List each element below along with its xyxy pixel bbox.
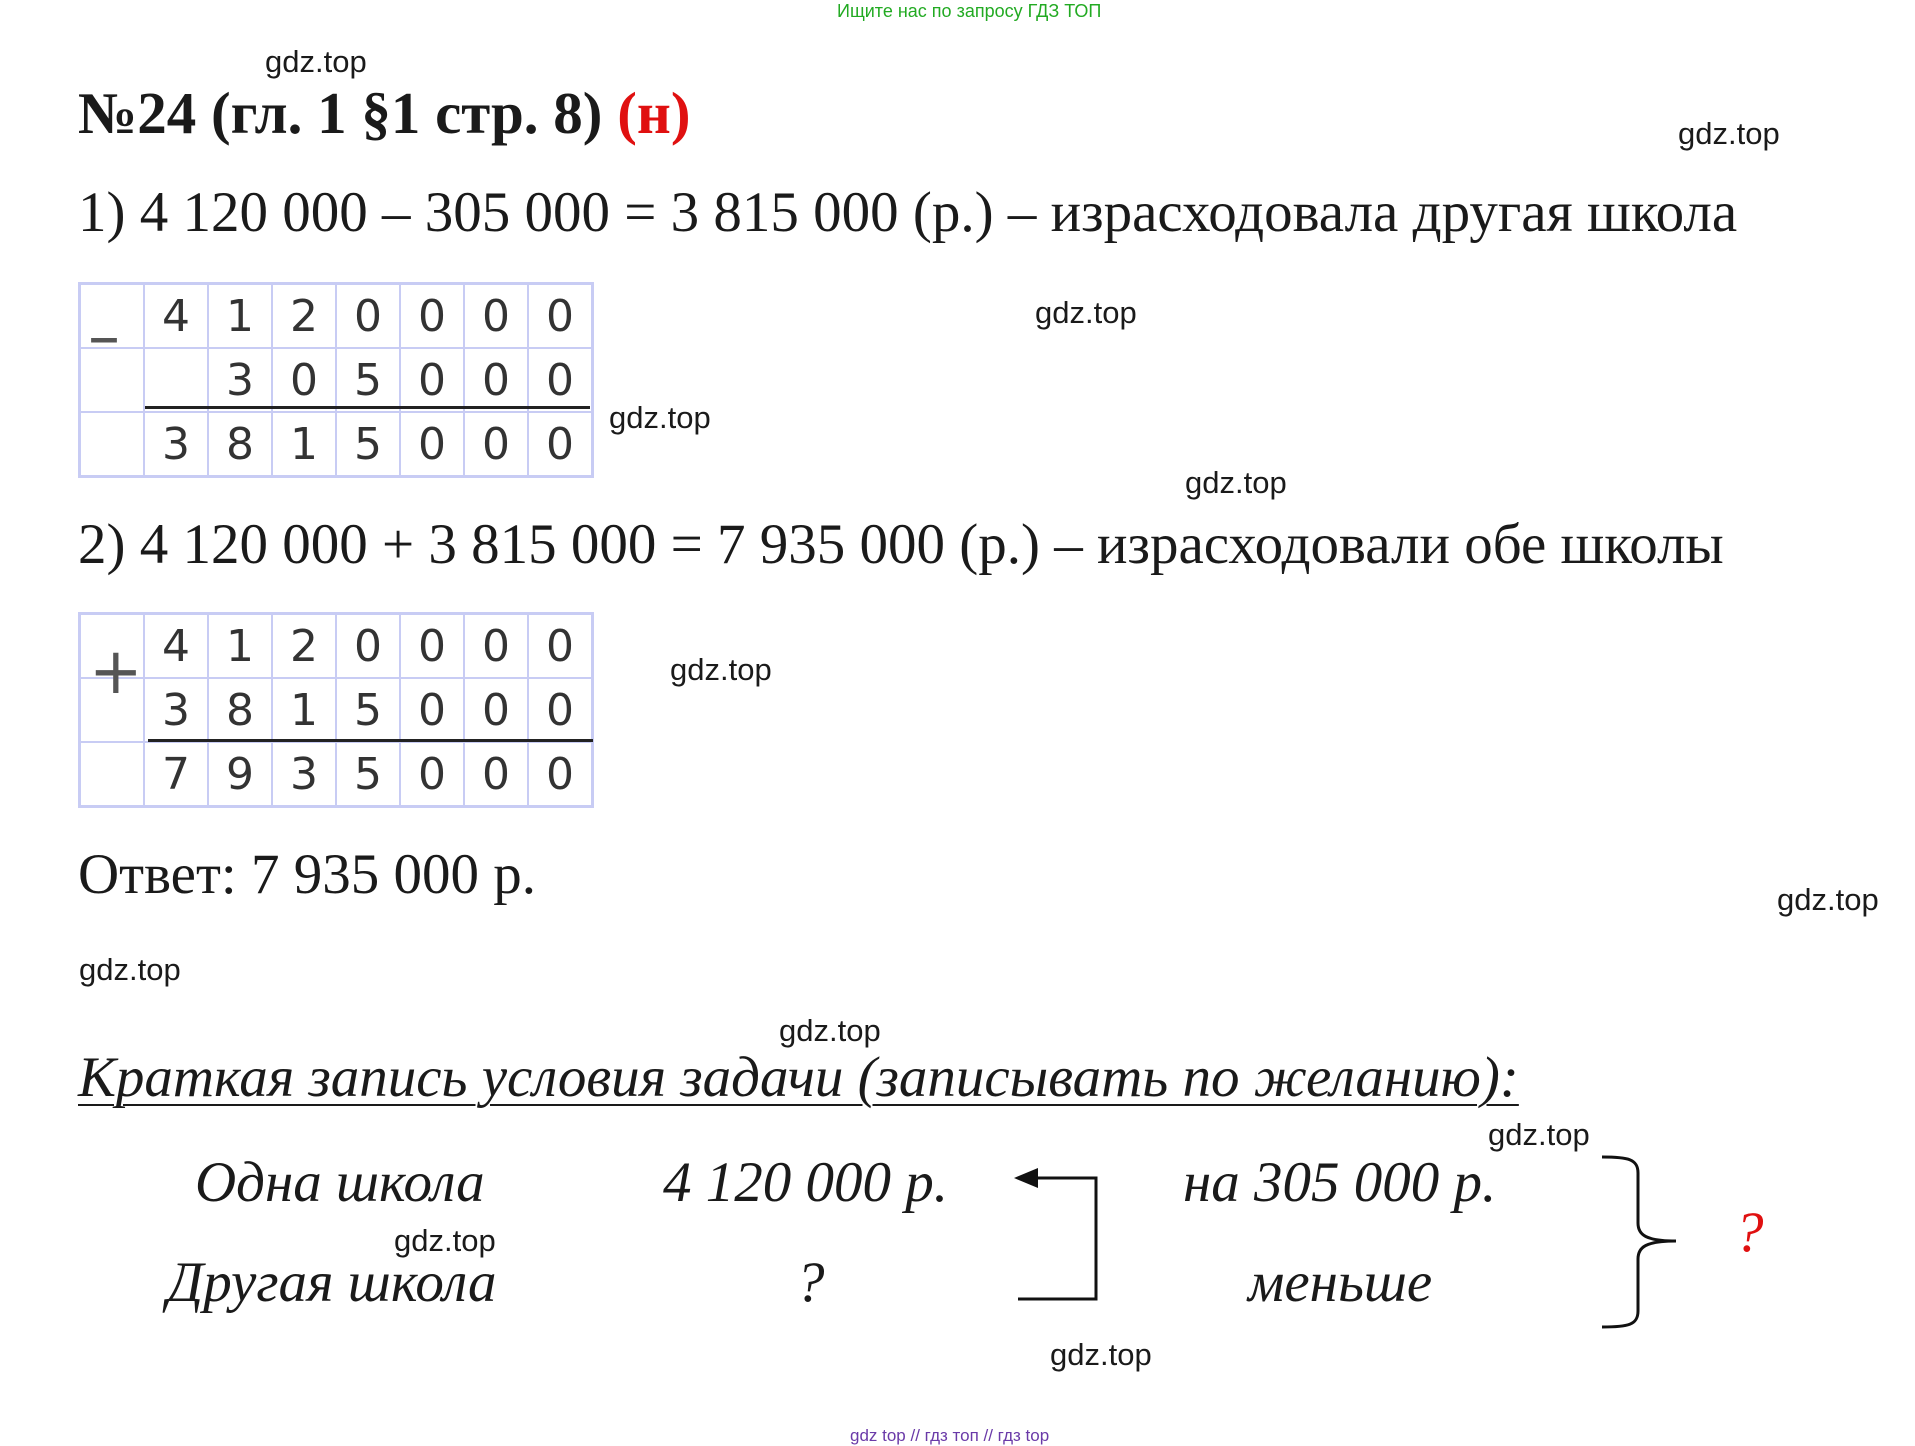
- digit-cell: 0: [336, 614, 400, 679]
- watermark: gdz.top: [1777, 882, 1879, 917]
- watermark: gdz.top: [779, 1013, 881, 1048]
- digit-cell: 8: [208, 678, 272, 742]
- digit-cell: 0: [400, 742, 464, 807]
- difference-direction: меньше: [1248, 1251, 1433, 1314]
- digit-cell: 0: [336, 284, 400, 349]
- digit-cell: 2: [272, 614, 336, 679]
- digit-cell: 3: [208, 348, 272, 412]
- watermark: gdz.top: [265, 44, 367, 79]
- watermark: gdz.top: [79, 952, 181, 987]
- addition-grid: [78, 612, 594, 808]
- digit-cell: 8: [208, 412, 272, 477]
- result-line: [145, 406, 590, 409]
- digit-cell: 0: [528, 412, 593, 477]
- digit-cell: 0: [464, 742, 528, 807]
- minus-sign: –: [88, 300, 120, 374]
- school-2-label: Другая школа: [167, 1251, 497, 1314]
- result-line: [148, 739, 593, 742]
- step-1-text: 1) 4 120 000 – 305 000 = 3 815 000 (р.) – израсходовала другая школа: [78, 181, 1738, 244]
- digit-cell: 9: [208, 742, 272, 807]
- digit-cell: 5: [336, 412, 400, 477]
- digit-cell: 4: [144, 284, 208, 349]
- digit-cell: 0: [464, 348, 528, 412]
- total-brace-icon: [1598, 1153, 1688, 1333]
- digit-cell: 5: [336, 742, 400, 807]
- watermark: gdz.top: [609, 400, 711, 435]
- problem-number: №24 (гл. 1 §1 стр. 8): [78, 80, 603, 146]
- operator-cell: [80, 742, 145, 807]
- footer-links[interactable]: gdz top // гдз топ // гдз top: [850, 1426, 1050, 1445]
- digit-cell: 0: [400, 348, 464, 412]
- school-1-amount: 4 120 000 р.: [663, 1151, 948, 1214]
- digit-cell: 0: [400, 412, 464, 477]
- digit-cell: 0: [400, 678, 464, 742]
- digit-cell: 5: [336, 678, 400, 742]
- digit-cell: 0: [528, 614, 593, 679]
- digit-cell: 0: [528, 742, 593, 807]
- total-question: ?: [1735, 1201, 1764, 1264]
- digit-cell: 5: [336, 348, 400, 412]
- difference-amount: на 305 000 р.: [1183, 1151, 1497, 1214]
- watermark: gdz.top: [1488, 1117, 1590, 1152]
- digit-cell: 1: [208, 614, 272, 679]
- step-2-text: 2) 4 120 000 + 3 815 000 = 7 935 000 (р.) – израсходовали обе школы: [78, 513, 1724, 576]
- watermark: gdz.top: [1050, 1337, 1152, 1372]
- digit-cell: 3: [144, 412, 208, 477]
- watermark: gdz.top: [394, 1223, 496, 1258]
- digit-cell: 0: [528, 678, 593, 742]
- school-2-amount: ?: [796, 1251, 825, 1314]
- digit-cell: 7: [144, 742, 208, 807]
- digit-cell: 0: [528, 284, 593, 349]
- digit-cell: 0: [528, 348, 593, 412]
- digit-cell: 1: [272, 412, 336, 477]
- comparison-arrow-icon: [1010, 1160, 1110, 1305]
- digit-cell: [144, 348, 208, 412]
- digit-cell: 0: [464, 412, 528, 477]
- digit-cell: 0: [400, 614, 464, 679]
- digit-cell: 0: [464, 614, 528, 679]
- digit-cell: 0: [400, 284, 464, 349]
- digit-cell: 2: [272, 284, 336, 349]
- top-banner: Ищите нас по запросу ГДЗ ТОП: [837, 1, 1102, 21]
- digit-cell: 0: [464, 678, 528, 742]
- operator-cell: [80, 412, 145, 477]
- digit-cell: 0: [464, 284, 528, 349]
- new-badge: (н): [617, 80, 691, 146]
- digit-cell: 0: [272, 348, 336, 412]
- watermark: gdz.top: [1185, 465, 1287, 500]
- school-1-label: Одна школа: [195, 1151, 485, 1214]
- digit-cell: 1: [272, 678, 336, 742]
- watermark: gdz.top: [1678, 116, 1780, 151]
- digit-cell: 1: [208, 284, 272, 349]
- watermark: gdz.top: [1035, 295, 1137, 330]
- problem-title: [78, 79, 690, 148]
- digit-cell: 3: [272, 742, 336, 807]
- summary-heading: Краткая запись условия задачи (записывать по желанию):: [78, 1046, 1519, 1109]
- watermark: gdz.top: [670, 652, 772, 687]
- digit-cell: 3: [144, 678, 208, 742]
- digit-cell: 4: [144, 614, 208, 679]
- subtraction-grid: [78, 282, 594, 478]
- answer-text: Ответ: 7 935 000 р.: [78, 843, 536, 906]
- plus-sign: +: [89, 635, 143, 709]
